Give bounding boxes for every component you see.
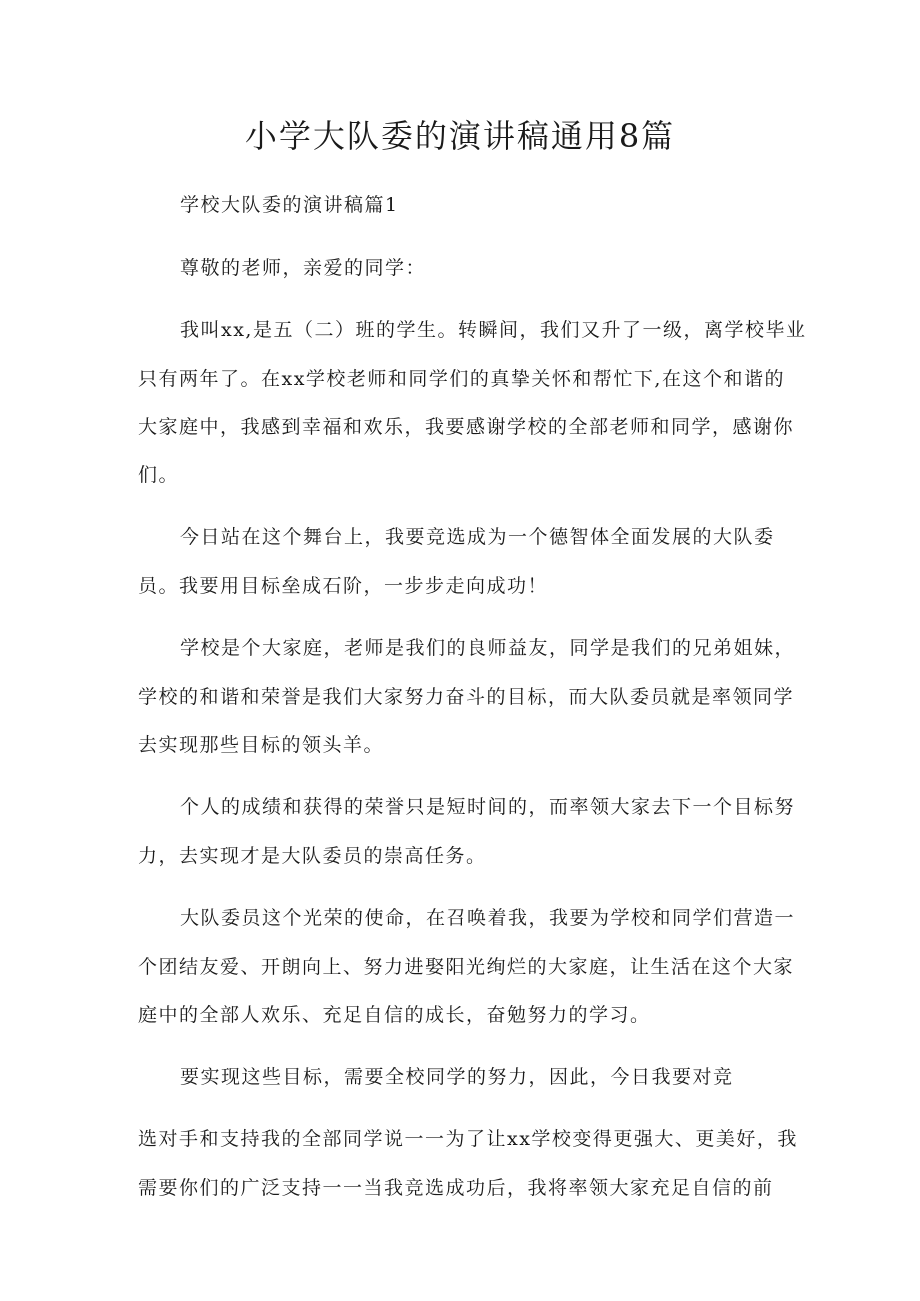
paragraph-3-line-3: 去实现那些目标的领头羊。 bbox=[138, 734, 385, 756]
paragraph-1-line-3: 大家庭中，我感到幸福和欢乐，我要感谢学校的全部老师和同学，感谢你 bbox=[138, 416, 795, 438]
paragraph-6-line-1: 要实现这些目标，需要全校同学的努力，因此，今日我要对竞 bbox=[180, 1066, 734, 1088]
paragraph-7-line-2: 需要你们的广泛支持一一当我竞选成功后，我将率领大家充足自信的前 bbox=[138, 1177, 774, 1199]
document-title: 小学大队委的演讲稿通用8篇 bbox=[244, 117, 676, 155]
paragraph-1-line-2: 只有两年了。在xx学校老师和同学们的真挚关怀和帮忙下,在这个和谐的 bbox=[138, 368, 785, 390]
paragraph-5-line-1: 大队委员这个光荣的使命，在召唤着我，我要为学校和同学们营造一 bbox=[180, 907, 796, 929]
paragraph-7-line-1: 选对手和支持我的全部同学说一一为了让xx学校变得更强大、更美好，我 bbox=[138, 1128, 798, 1150]
paragraph-3-line-2: 学校的和谐和荣誉是我们大家努力奋斗的目标，而大队委员就是率领同学 bbox=[138, 686, 795, 708]
paragraph-1-line-1: 我叫xx,是五（二）班的学生。转瞬间，我们又升了一级，离学校毕业 bbox=[180, 319, 807, 341]
paragraph-4-line-1: 个人的成绩和获得的荣誉只是短时间的，而率领大家去下一个目标努 bbox=[180, 796, 796, 818]
salutation: 尊敬的老师，亲爱的同学： bbox=[180, 257, 427, 279]
paragraph-4-line-2: 力，去实现才是大队委员的崇高任务。 bbox=[138, 845, 487, 867]
paragraph-2-line-1: 今日站在这个舞台上，我要竞选成为一个德智体全面发展的大队委 bbox=[180, 526, 775, 548]
paragraph-1-line-4: 们。 bbox=[138, 464, 180, 486]
section-heading: 学校大队委的演讲稿篇1 bbox=[180, 194, 399, 216]
paragraph-3-line-1: 学校是个大家庭，老师是我们的良师益友，同学是我们的兄弟姐妹， bbox=[180, 637, 796, 659]
paragraph-5-line-2: 个团结友爱、开朗向上、努力进娶阳光绚烂的大家庭，让生活在这个大家 bbox=[138, 956, 795, 978]
paragraph-5-line-3: 庭中的全部人欢乐、充足自信的成长，奋勉努力的学习。 bbox=[138, 1004, 651, 1026]
paragraph-2-line-2: 员。我要用目标垒成石阶，一步步走向成功！ bbox=[138, 575, 549, 597]
